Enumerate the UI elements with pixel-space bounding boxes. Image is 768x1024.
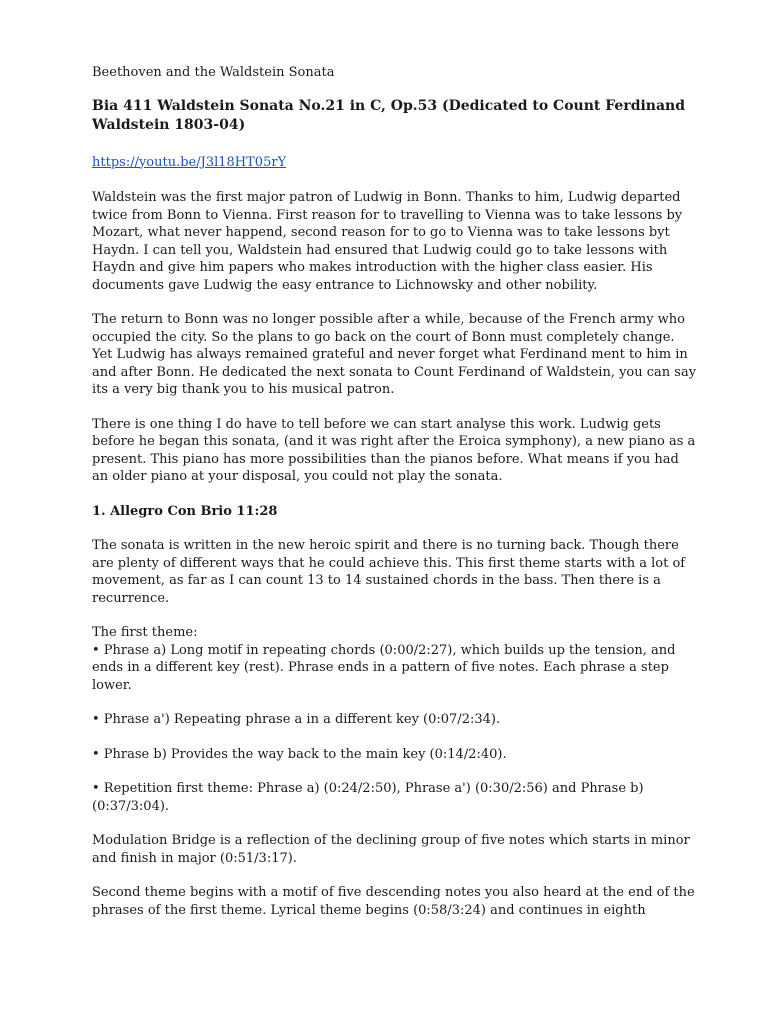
youtube-link[interactable]: https://youtu.be/J3l18HT05rY [92, 154, 287, 170]
paragraph-modulation-bridge: Modulation Bridge is a reflection of the declining group of five notes which starts in minor and finish in major (0:51/3:17). [92, 833, 690, 866]
list-item-phrase-a-prime: • Phrase a') Repeating phrase a in a different key (0:07/2:34). [92, 712, 501, 727]
list-item-phrase-b: • Phrase b) Provides the way back to the main key (0:14/2:40). [92, 746, 507, 762]
document-title: Beethoven and the Waldstein Sonata [92, 65, 335, 80]
paragraph-patron: Waldstein was the first major patron of Ludwig in Bonn. Thanks to him, Ludwig departed twice from Bonn to Vienna. First reason for to travelling to Vienna was to take lessons by Mozart, what never happend, second reason for to go to Vienna was to take lessons byt Haydn. I can tell you, Waldstein had ensured that Ludwig could go to take lessons with Haydn and give him papers who makes introduction with the higher class easier. His documents gave Ludwig the easy entrance to Lichnowsky and other nobility. [92, 190, 683, 293]
paragraph-new-piano: There is one thing I do have to tell before we can start analyse this work. Ludwig gets before he began this sonata, (and it was right after the Eroica symphony), a new piano as a present. This piano has more possibilities than the pianos before. What means if you had an older piano at your disposal, you could not play the sonata. [92, 416, 696, 484]
document-heading: Bia 411 Waldstein Sonata No.21 in C, Op.53 (Dedicated to Count Ferdinand Waldstein 1803-04) [92, 97, 686, 133]
paragraph-return-to-bonn: The return to Bonn was no longer possible after a while, because of the French army who occupied the city. So the plans to go back on the court of Bonn must completely change. Yet Ludwig has always remained grateful and never forget what Ferdinand ment to him in and after Bonn. He dedicated the next sonata to Count Ferdinand of Waldstein, you can say its a very big thank you to his musical patron. [92, 312, 697, 397]
first-theme-label: The first theme: [92, 625, 198, 640]
document-page [92, 64, 698, 936]
paragraph-heroic-spirit: The sonata is written in the new heroic spirit and there is no turning back. Though there are plenty of different ways that he could achieve this. This first theme starts with a lot of movement, as far as I can count 13 to 14 sustained chords in the bass. Then there is a recurrence. [92, 538, 686, 606]
section-heading-allegro: 1. Allegro Con Brio 11:28 [92, 503, 278, 519]
list-item-phrase-a: • Phrase a) Long motif in repeating chords (0:00/2:27), which builds up the tension, and ends in a different key (rest). Phrase ends in a pattern of five notes. Each phrase a step lower. [92, 642, 676, 693]
list-item-repetition: • Repetition first theme: Phrase a) (0:24/2:50), Phrase a') (0:30/2:56) and Phrase b) (0:37/3:04). [92, 781, 644, 814]
paragraph-second-theme: Second theme begins with a motif of five descending notes you also heard at the end of the phrases of the first theme. Lyrical theme begins (0:58/3:24) and continues in eighth [92, 885, 695, 918]
